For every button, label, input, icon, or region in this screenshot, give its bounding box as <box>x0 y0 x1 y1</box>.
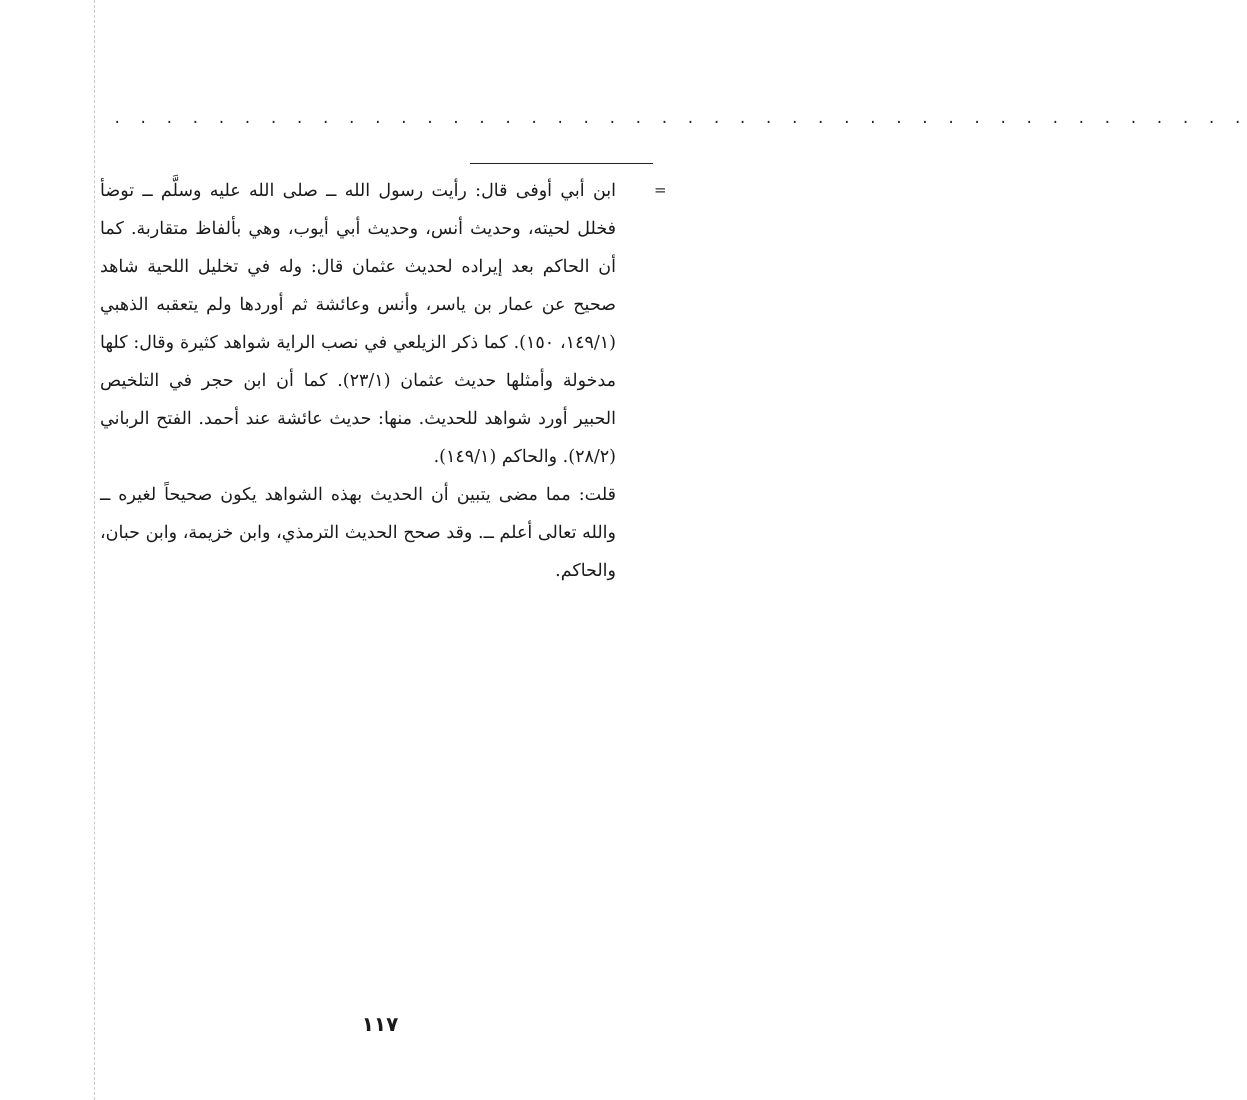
footnote-paragraph-1: ابن أبي أوفى قال: رأيت رسول الله ــ صلى الله عليه وسلَّم ــ توضأ فخلل لحيته، وحديث أنس، وحديث أبي أيوب، وهي بألفاظ متقاربة. كما أن الحاكم بعد إيراده لحديث عثمان قال: وله في تخليل اللحية شاهد صحيح عن عمار بن ياسر، وأنس وعائشة ثم أوردها ولم يتعقبه الذهبي (١٤٩/١، ١٥٠). كما ذكر الزيلعي في نصب الراية شواهد كثيرة وقال: كلها مدخولة وأمثلها حديث عثمان (٢٣/١). كما أن ابن حجر في التلخيص الحبير أورد شواهد للحديث. منها: حديث عائشة عند أحمد. الفتح الرباني (٢٨/٢). والحاكم (١٤٩/١). <box>100 181 616 467</box>
dotted-separator: . . . . . . . . . . . . . . . . . . . . . . . . . . . . . . . . . . . . . . . . . . . . <box>113 111 1247 127</box>
footnote-paragraph-2: قلت: مما مضى يتبين أن الحديث بهذه الشواهد يكون صحيحاً لغيره ــ والله تعالى أعلم ــ. وقد صحح الحديث الترمذي، وابن خزيمة، وابن حبان، والحاكم. <box>100 485 617 581</box>
footnote-rule <box>470 163 653 164</box>
page-number: ١١٧ <box>361 1012 399 1036</box>
binding-margin-line <box>94 0 95 1100</box>
footnote-continuation-mark: = <box>654 181 667 199</box>
footnote-text <box>100 172 616 590</box>
